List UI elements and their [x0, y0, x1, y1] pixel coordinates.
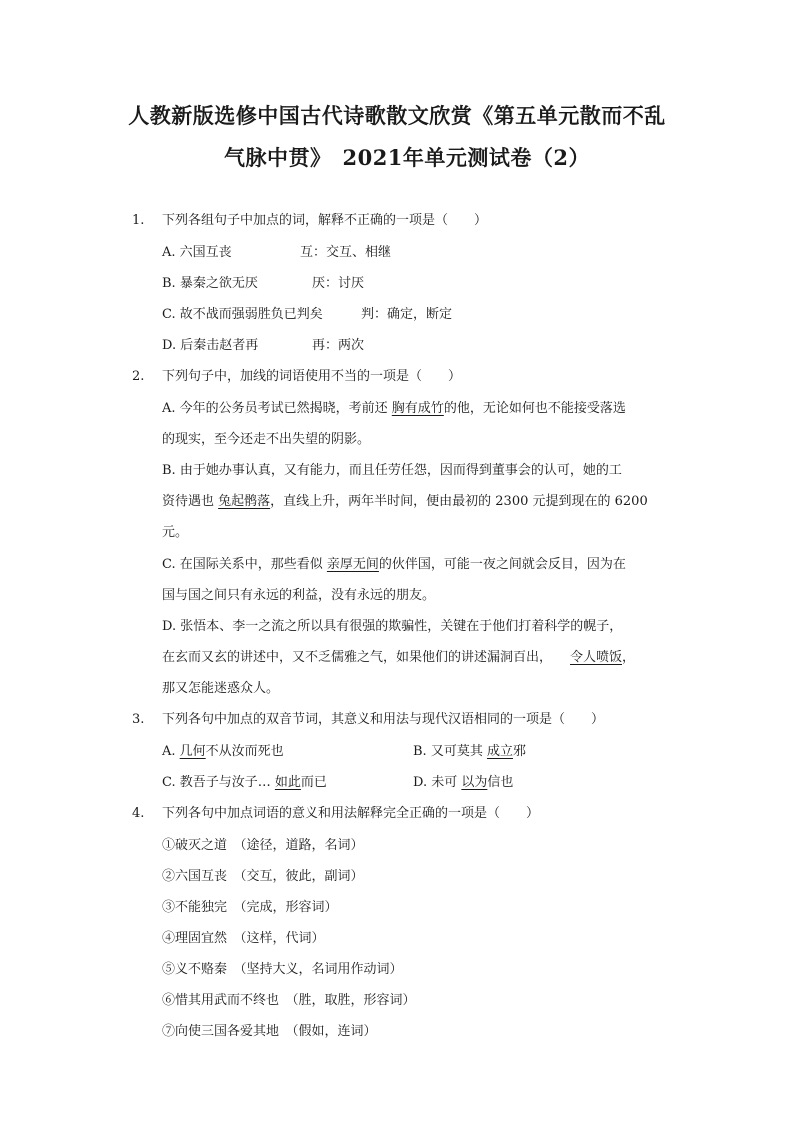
underlined-phrase: 兔起鹘落 — [218, 494, 271, 509]
option-d-line-3: 那又怎能迷惑众人。 — [162, 681, 280, 696]
text-run: 信也 — [487, 775, 514, 790]
option-b-line-2 — [162, 493, 648, 511]
text-run: 的他，无论如何也不能接受落选 — [443, 401, 626, 416]
text-run: C. 教吾子与汝子… — [162, 775, 275, 790]
page-title-line-1: 人教新版选修中国古代诗歌散文欣赏《第五单元散而不乱 — [128, 103, 666, 128]
option-b-line-3: 元。 — [162, 525, 189, 540]
option-d: D. 后秦击赵者再 — [162, 338, 259, 353]
underlined-phrase: 亲厚无间 — [326, 557, 379, 572]
list-item: ⑦向使三国各爱其地 （假如，连词） — [162, 1024, 377, 1039]
underlined-phrase: 几何 — [179, 744, 206, 759]
underlined-phrase: 以为 — [461, 775, 488, 790]
option-c-line-1 — [162, 556, 626, 574]
list-item: ①破灭之道 （途径，道路，名词） — [162, 838, 364, 853]
page-title-line-2: 气脉中贯》 2021年单元测试卷（2） — [223, 145, 591, 170]
list-item: ⑤义不赂秦 （坚持大义，名词用作动词） — [162, 962, 403, 977]
text-run: A. 今年的公务员考试已然揭晓，考前还 — [162, 401, 392, 416]
question-number: 3. — [132, 712, 145, 727]
option-a — [162, 743, 284, 761]
option-b-line-1: B. 由于她办事认真，又有能力，而且任劳任怨，因而得到董事会的认可，她的工 — [162, 463, 622, 478]
option-b — [413, 743, 526, 761]
underlined-phrase: 成立 — [486, 744, 513, 759]
option-a-line-1 — [162, 400, 626, 418]
text-run: 资待遇也 — [162, 494, 219, 509]
option-b-gloss: 厌：讨厌 — [312, 276, 365, 291]
question-number: 4. — [132, 806, 145, 821]
question-stem: 下列各组句子中加点的词，解释不正确的一项是（ ） — [162, 213, 488, 228]
text-run: C. 在国际关系中，那些看似 — [162, 557, 327, 572]
question-stem: 下列各句中加点词语的意义和用法解释完全正确的一项是（ ） — [162, 806, 540, 821]
text-run: ， — [622, 650, 636, 665]
question-stem: 下列各句中加点的双音节词，其意义和用法与现代汉语相同的一项是（ ） — [162, 712, 605, 727]
text-run: ，直线上升，两年半时间，便由最初的 2300 元提到现在的 6200 — [270, 494, 648, 509]
option-b: B. 暴秦之欲无厌 — [162, 276, 258, 291]
option-a-gloss: 互：交互、相继 — [300, 245, 392, 260]
question-number: 2. — [132, 369, 145, 384]
option-c — [162, 774, 327, 792]
text-run: 在玄而又玄的讲述中，又不乏儒雅之气，如果他们的讲述漏洞百出， — [162, 650, 553, 665]
underlined-phrase: 如此 — [274, 775, 301, 790]
list-item: ③不能独完 （完成，形容词） — [162, 900, 338, 915]
option-a: A. 六国互丧 — [162, 245, 232, 260]
option-c: C. 故不战而强弱胜负已判矣 — [162, 307, 323, 322]
option-d — [413, 774, 513, 792]
text-run: 邪 — [512, 744, 526, 759]
question-number: 1. — [132, 213, 145, 228]
text-run: 的伙伴国，可能一夜之间就会反目，因为在 — [378, 557, 626, 572]
list-item: ②六国互丧 （交互，彼此，副词） — [162, 869, 364, 884]
text-run: D. 未可 — [413, 775, 462, 790]
underlined-phrase: 令人喷饭 — [570, 650, 623, 665]
question-stem: 下列句子中，加线的词语使用不当的一项是（ ） — [162, 369, 462, 384]
underlined-phrase: 胸有成竹 — [391, 401, 444, 416]
text-run: B. 又可莫其 — [413, 744, 487, 759]
list-item: ④理固宜然 （这样，代词） — [162, 931, 325, 946]
option-d-gloss: 再：两次 — [312, 338, 365, 353]
option-c-line-2: 国与国之间只有永远的利益，没有永远的朋友。 — [162, 588, 436, 603]
option-c-gloss: 判：确定，断定 — [361, 307, 453, 322]
text-run: 而已 — [300, 775, 327, 790]
text-run: A. — [162, 744, 180, 759]
option-a-line-2: 的现实，至今还走不出失望的阴影。 — [162, 432, 371, 447]
text-run: 不从汝而死也 — [205, 744, 284, 759]
list-item: ⑥惜其用武而不终也 （胜，取胜，形容词） — [162, 993, 416, 1008]
option-d-line-1: D. 张悟本、李一之流之所以具有很强的欺骗性，关键在于他们打着科学的幌子， — [162, 619, 623, 634]
option-d-line-2 — [162, 649, 635, 667]
